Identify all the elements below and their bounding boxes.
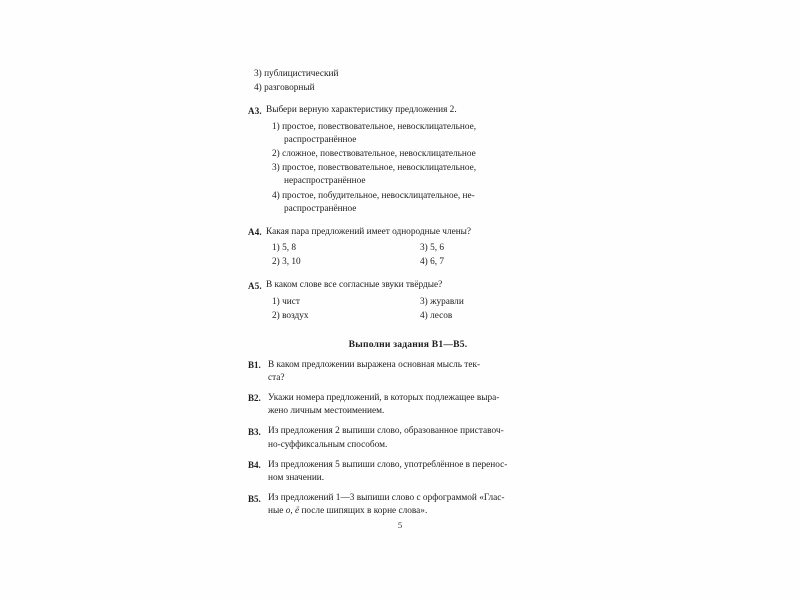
task-b5-line2-pre: ные: [268, 506, 286, 517]
task-a5-prompt: В каком слове все согласные звуки твёрдые?: [266, 280, 443, 291]
task-b2-code: В2.: [248, 393, 261, 404]
task-a3-option-1: [272, 121, 568, 147]
task-a5-option-3: 3) журавли: [420, 296, 464, 307]
task-a5-options: [272, 296, 568, 323]
task-a3-option-1-line1: 1) простое, повествовательное, невосклицательное,: [272, 121, 477, 132]
task-a4-option-row: [272, 256, 568, 269]
task-b5: [248, 492, 568, 518]
task-a3-code: А3.: [248, 105, 262, 116]
task-a5-code: А5.: [248, 280, 262, 291]
answer-option-3: 3) публицистический: [254, 69, 339, 79]
task-a5-option-2: 2) воздух: [272, 310, 309, 321]
task-b5-code: В5.: [248, 493, 261, 504]
task-b5-line1: Из предложений 1—3 выпиши слово с орфограммой «Глас-: [268, 493, 505, 504]
task-a4-option-row: [272, 242, 568, 255]
task-b5-line2-italic: о, ё: [285, 506, 300, 517]
task-b1-line2: ста?: [268, 372, 285, 383]
task-a4-option-2: 2) 3, 10: [272, 257, 301, 268]
task-a4-prompt: Какая пара предложений имеет однородные члены?: [266, 226, 472, 237]
task-b4: [248, 459, 568, 485]
answer-option-4: 4) разговорный: [254, 83, 315, 94]
task-b2: [248, 392, 568, 418]
task-a3-prompt: Выбери верную характеристику предложения 2.: [266, 105, 457, 116]
task-a3-option-1-line2: распространённое: [284, 134, 357, 145]
task-a3-option-4-line1: 4) простое, побудительное, невосклицательное, не-: [272, 190, 475, 201]
task-b4-line2: ном значении.: [268, 472, 325, 483]
task-b3: [248, 425, 568, 451]
task-a4-options: [272, 242, 568, 269]
task-b1: [248, 359, 568, 385]
task-b3-line1: Из предложения 2 выпиши слово, образованное приставоч-: [268, 426, 504, 437]
section-heading: Выполни задания В1—В5.: [348, 339, 468, 350]
task-a3-options: [272, 121, 568, 216]
task-b3-code: В3.: [248, 426, 261, 437]
task-b5-line2: [268, 505, 568, 518]
task-a3-option-2: [272, 148, 568, 161]
task-a5-option-row: [272, 296, 568, 309]
task-a3-option-2-line1: 2) сложное, повествовательное, невосклицательное: [272, 148, 476, 159]
task-a4-code: А4.: [248, 227, 262, 238]
task-b3-line2: но-суффиксальным способом.: [268, 439, 388, 450]
task-b4-code: В4.: [248, 460, 261, 471]
task-a3-option-4: [272, 190, 568, 216]
task-b1-code: В1.: [248, 360, 261, 371]
task-a5: [248, 279, 568, 324]
task-a3-option-3: [272, 162, 568, 188]
task-b4-line1: Из предложения 5 выпиши слово, употреблённое в перенос-: [268, 459, 508, 470]
task-b5-line2-post: после шипящих в корне слова».: [299, 506, 428, 517]
task-b2-line1: Укажи номера предложений, в которых подлежащее выра-: [268, 392, 500, 403]
task-a4: [248, 226, 568, 271]
task-b2-line2: жено личным местоимением.: [268, 406, 385, 417]
task-a4-option-3: 3) 5, 6: [420, 243, 445, 254]
task-b1-line1: В каком предложении выражена основная мысль тек-: [268, 359, 481, 370]
task-a4-option-1: 1) 5, 8: [272, 243, 297, 254]
task-a5-option-4: 4) лесов: [420, 310, 453, 321]
page-number: 5: [397, 520, 403, 530]
task-a3-option-4-line2: распространённое: [284, 203, 357, 214]
task-a5-option-1: 1) чист: [272, 296, 300, 307]
task-a5-option-row: [272, 310, 568, 323]
task-a3-option-3-line1: 3) простое, повествовательное, невосклицательное,: [272, 163, 477, 174]
task-a3: [248, 104, 568, 217]
task-a3-option-3-line2: нераспространённое: [284, 176, 366, 187]
page-content: [248, 68, 568, 518]
task-a4-option-4: 4) 6, 7: [420, 257, 445, 268]
